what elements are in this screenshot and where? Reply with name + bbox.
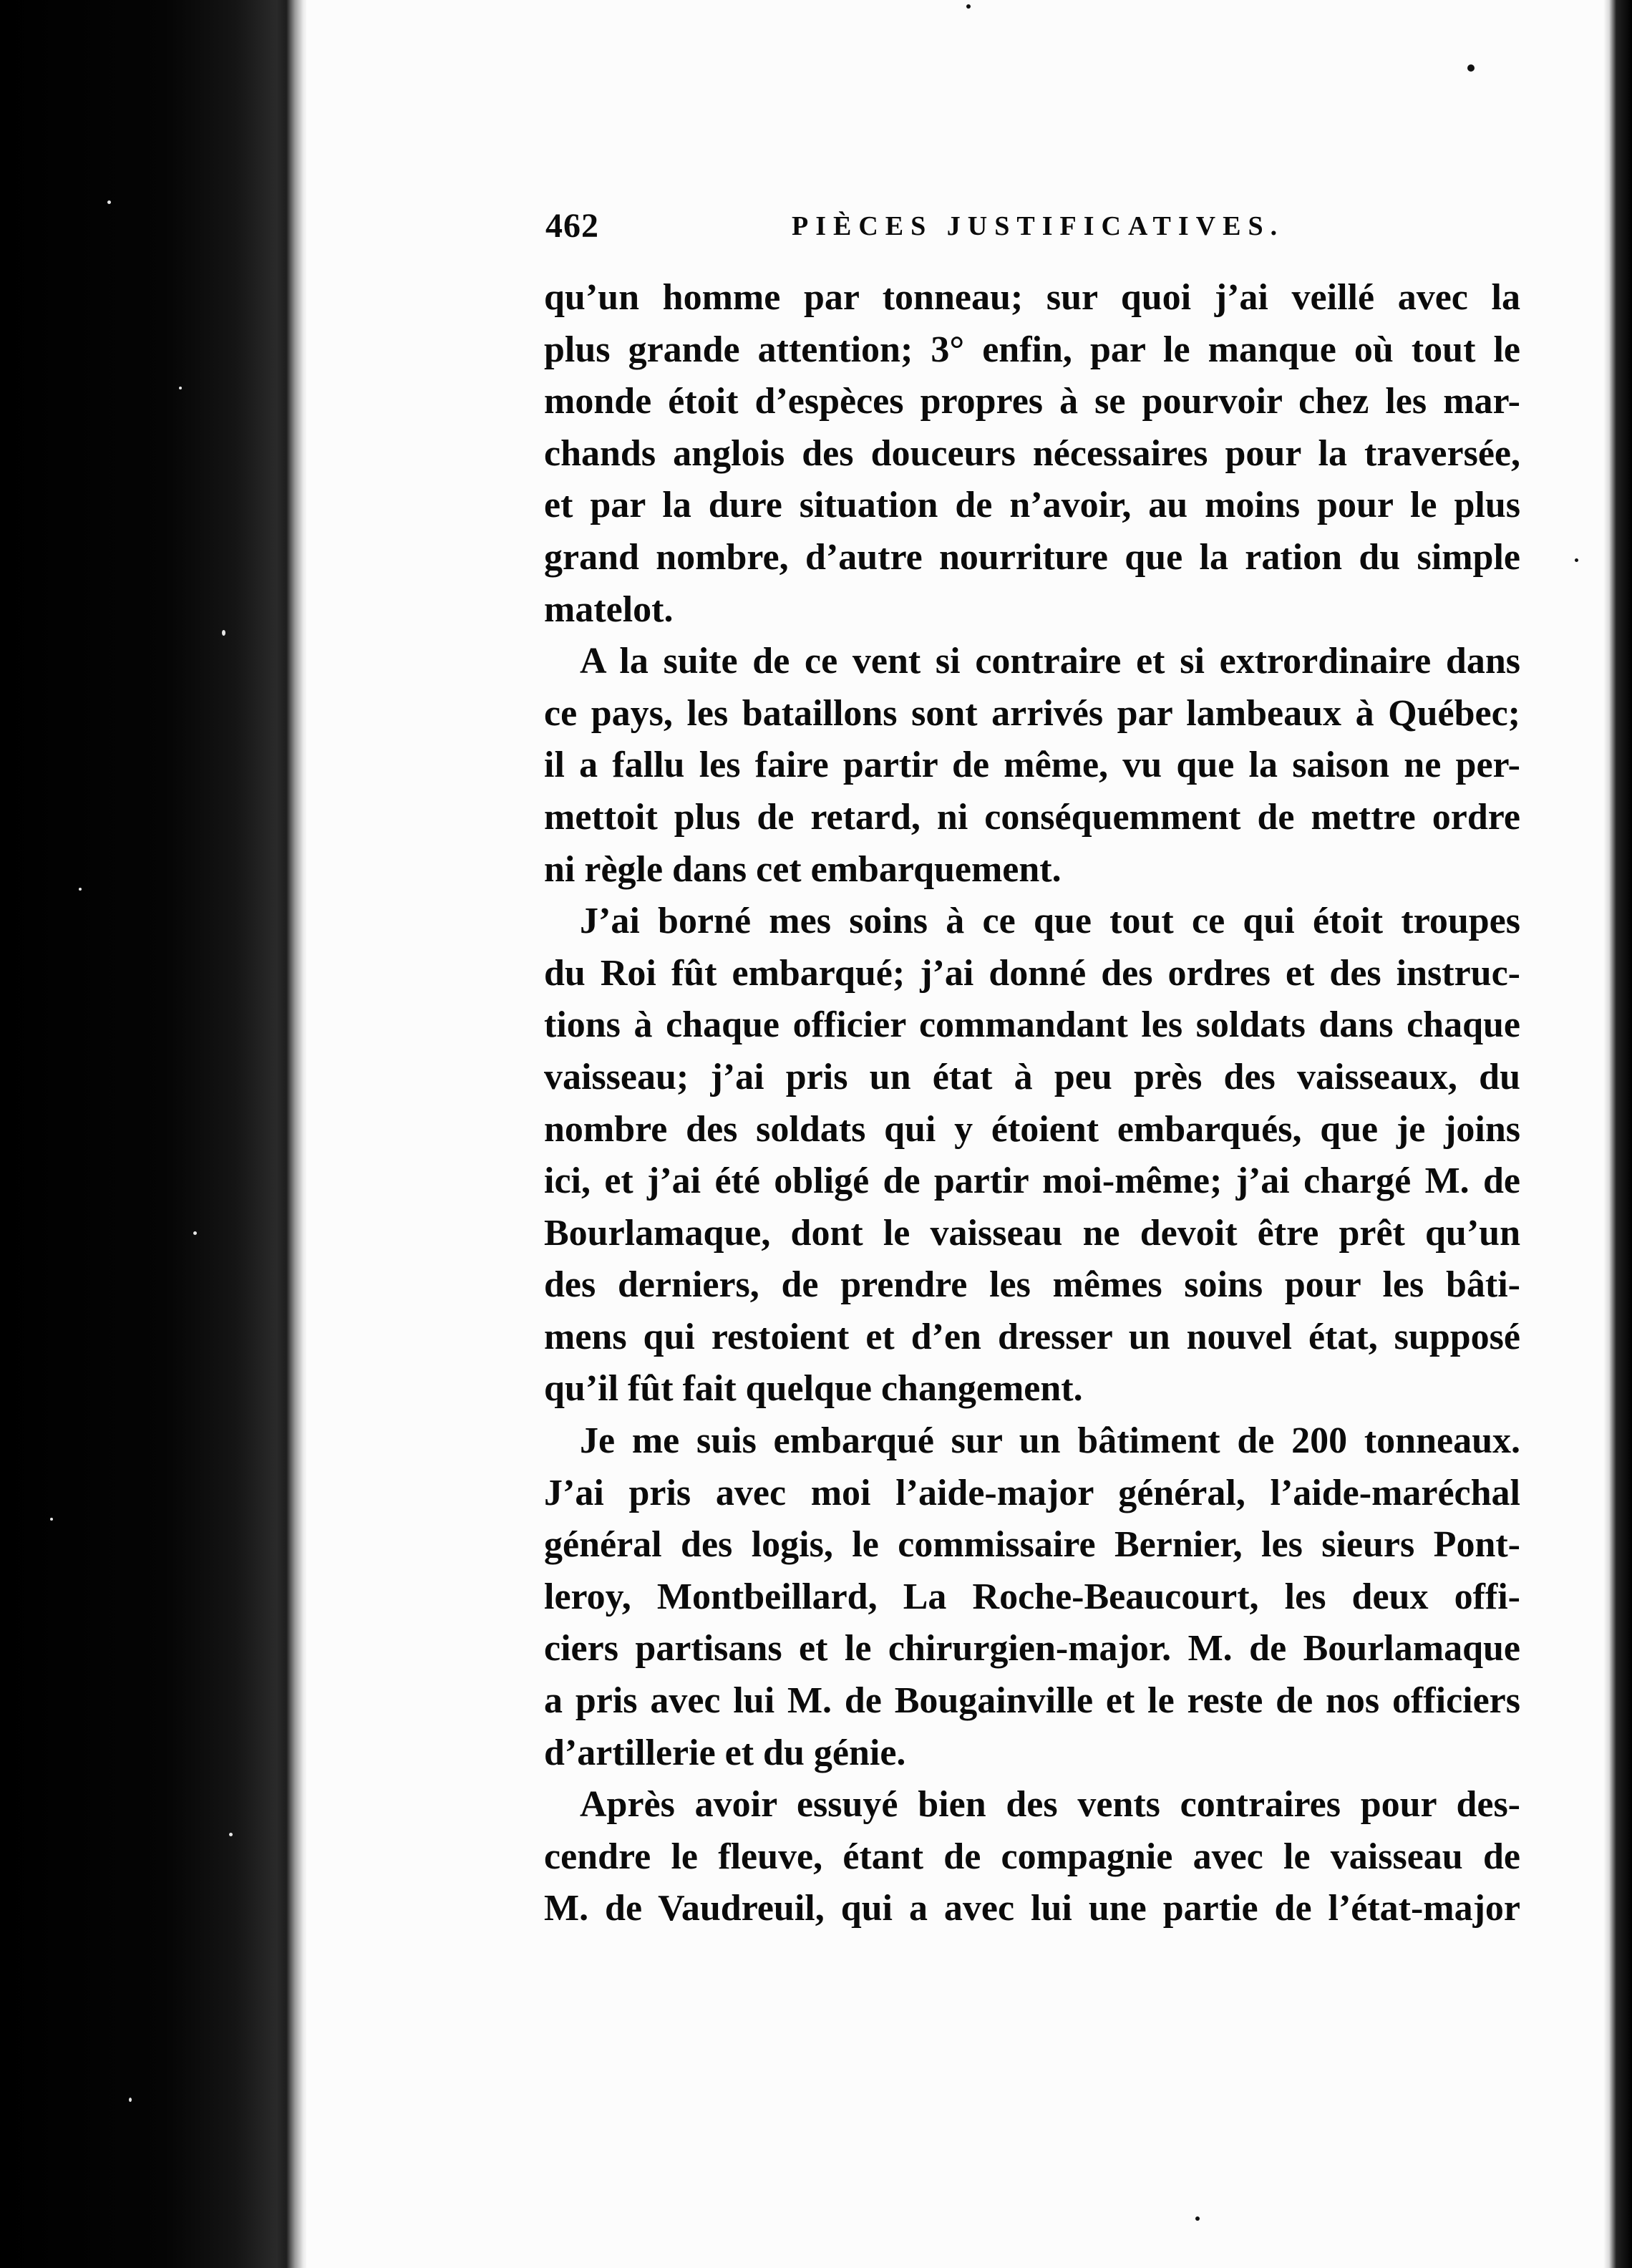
paragraph	[544, 636, 1520, 896]
running-head	[545, 206, 1519, 246]
text-line: et par la dure situation de n’avoir, au moins pour le plus	[544, 485, 1520, 526]
body-text	[544, 272, 1520, 1935]
scan-speck	[129, 2098, 132, 2102]
text-line: ni règle dans cet embarquement.	[544, 848, 1062, 890]
text-line: monde étoit d’espèces propres à se pourvoir chez les mar-	[544, 381, 1520, 422]
text-line: qu’un homme par tonneau; sur quoi j’ai veillé avec la	[544, 277, 1520, 318]
text-line: ce pays, les bataillons sont arrivés par lambeaux à Québec;	[544, 692, 1520, 734]
scan-speck	[179, 387, 182, 389]
text-line: a pris avec lui M. de Bougainville et le reste de nos officiers	[544, 1680, 1520, 1722]
text-line: ciers partisans et le chirurgien-major. M. de Bourlamaque	[544, 1628, 1520, 1670]
text-line: plus grande attention; 3° enfin, par le manque où tout le	[544, 329, 1520, 370]
text-line: général des logis, le commissaire Bernier, les sieurs Pont-	[544, 1524, 1520, 1566]
text-line: des derniers, de prendre les mêmes soins pour les bâti-	[544, 1264, 1520, 1306]
text-line: ici, et j’ai été obligé de partir moi-même; j’ai chargé M. de	[544, 1160, 1520, 1202]
text-line: Bourlamaque, dont le vaisseau ne devoit être prêt qu’un	[544, 1212, 1520, 1254]
text-line: d’artillerie et du génie.	[544, 1732, 906, 1773]
scan-speck	[107, 200, 111, 204]
text-line: qu’il fût fait quelque changement.	[544, 1368, 1083, 1410]
text-line: vaisseau; j’ai pris un état à peu près des vaisseaux, du	[544, 1056, 1520, 1097]
text-line: du Roi fût embarqué; j’ai donné des ordres et des instruc-	[544, 952, 1520, 994]
scan-speck	[1575, 558, 1578, 562]
text-line: tions à chaque officier commandant les soldats dans chaque	[544, 1004, 1520, 1046]
scan-speck	[229, 1833, 233, 1836]
paragraph	[544, 272, 1520, 636]
text-line: J’ai pris avec moi l’aide-major général, l’aide-maréchal	[544, 1472, 1520, 1513]
text-line: A la suite de ce vent si contraire et si extrordinaire dans	[580, 641, 1520, 682]
text-line: Après avoir essuyé bien des vents contraires pour des-	[580, 1784, 1520, 1826]
text-line: grand nombre, d’autre nourriture que la ration du simple	[544, 536, 1520, 578]
text-line: cendre le fleuve, étant de compagnie avec le vaisseau de	[544, 1836, 1520, 1877]
page-gutter	[286, 0, 308, 2268]
scan-speck	[222, 630, 225, 636]
paragraph	[544, 1415, 1520, 1779]
running-title: PIÈCES JUSTIFICATIVES.	[792, 211, 1285, 241]
scan-speck	[193, 1231, 197, 1235]
text-line: chands anglois des douceurs nécessaires pour la traversée,	[544, 432, 1520, 474]
book-spine-shadow	[0, 0, 301, 2268]
page-number: 462	[545, 207, 599, 245]
paragraph	[544, 896, 1520, 1415]
scan-speck	[1195, 2216, 1200, 2221]
text-line: Je me suis embarqué sur un bâtiment de 200 tonneaux.	[580, 1420, 1520, 1462]
text-line: leroy, Montbeillard, La Roche-Beaucourt, les deux offi-	[544, 1576, 1520, 1617]
text-line: matelot.	[544, 588, 674, 630]
page-right-edge	[1603, 0, 1632, 2268]
text-line: nombre des soldats qui y étoient embarqués, que je joins	[544, 1108, 1520, 1150]
scan-speck	[1467, 64, 1475, 72]
text-line: il a fallu les faire partir de même, vu que la saison ne per-	[544, 745, 1520, 786]
text-line: M. de Vaudreuil, qui a avec lui une partie de l’état-major	[544, 1888, 1520, 1929]
scan-speck	[79, 888, 82, 891]
text-line: mettoit plus de retard, ni conséquemment de mettre ordre	[544, 796, 1520, 838]
scan-speck	[50, 1518, 53, 1521]
scan-speck	[966, 4, 971, 9]
text-line: mens qui restoient et d’en dresser un nouvel état, supposé	[544, 1316, 1520, 1357]
text-line: J’ai borné mes soins à ce que tout ce qui étoit troupes	[580, 901, 1520, 942]
paragraph	[544, 1779, 1520, 1935]
